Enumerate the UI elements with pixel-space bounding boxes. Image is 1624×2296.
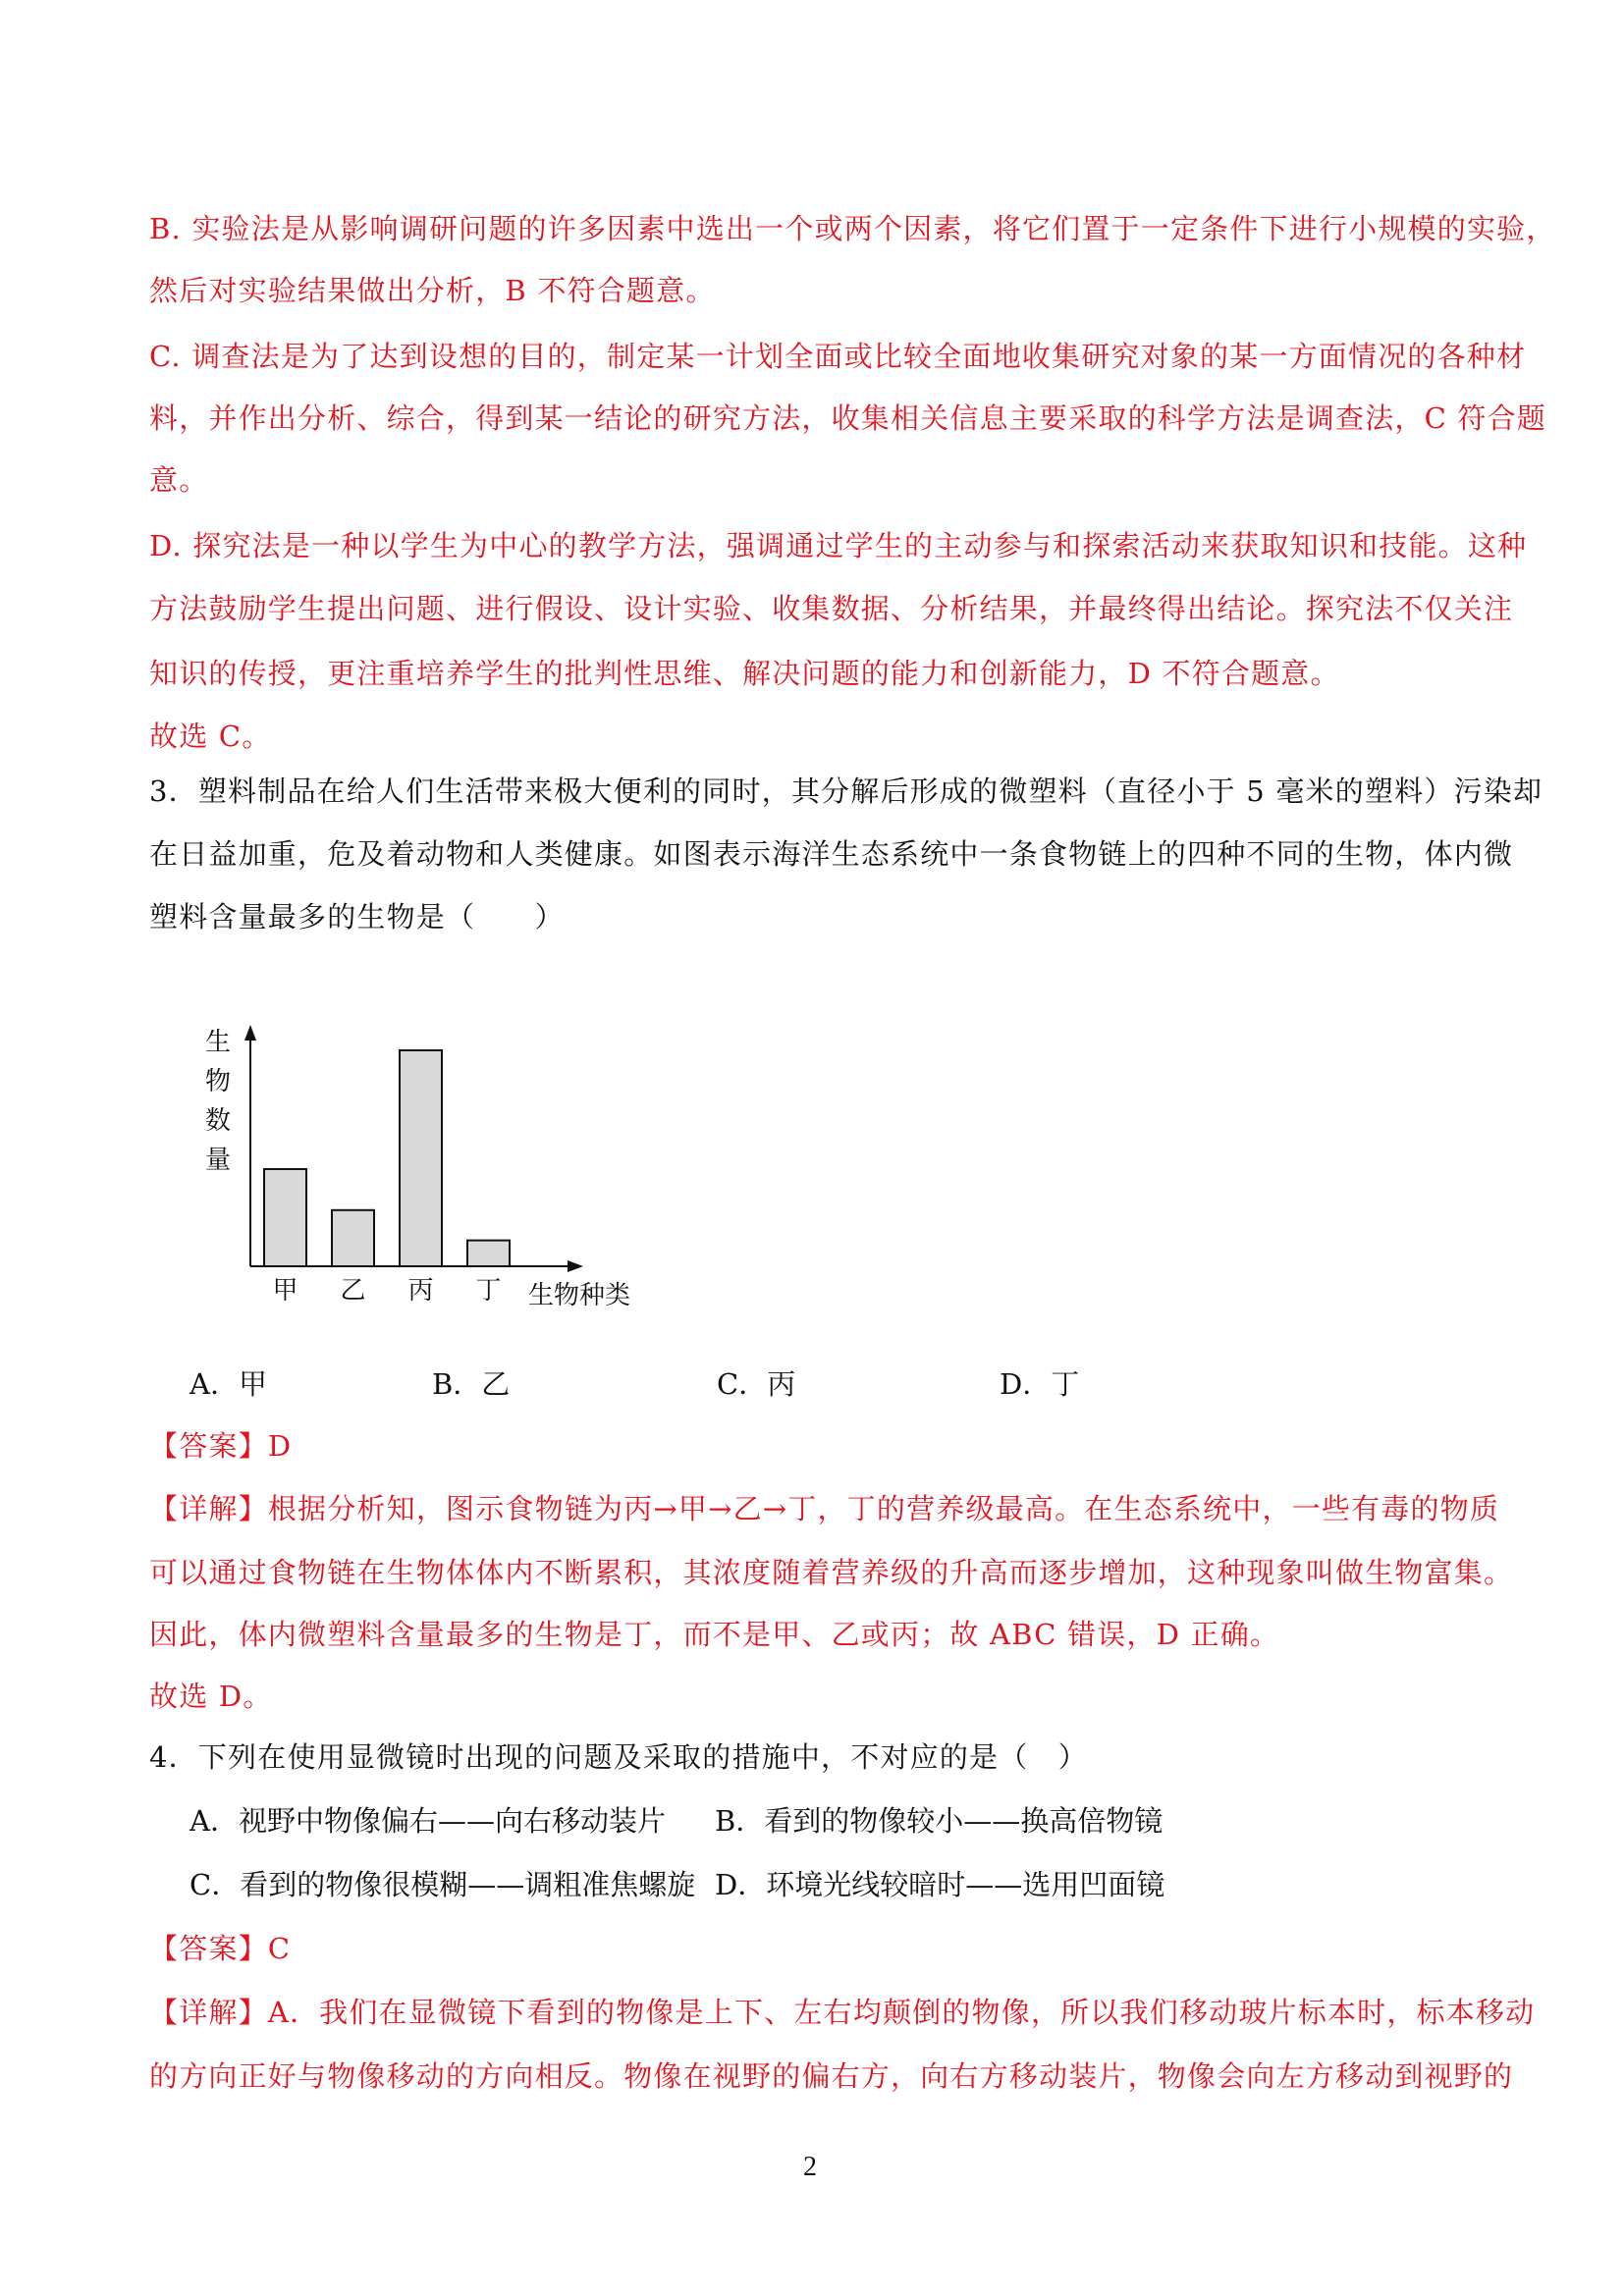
question3-detail-line1: [149, 1489, 1499, 1528]
explanation-option-b-line1: B. 实验法是从影响调研问题的许多因素中选出一个或两个因素，将它们置于一定条件下进行小规模的实验，: [149, 212, 1556, 245]
bar-乙: [332, 1210, 374, 1266]
question4-option-c: C．看到的物像很模糊——调粗准焦螺旋: [189, 1868, 696, 1901]
question3-stem-line2: 在日益加重，危及着动物和人类健康。如图表示海洋生态系统中一条食物链上的四种不同的生物，体内微: [149, 837, 1514, 871]
x-axis-arrow-icon: [568, 1260, 583, 1272]
bar-chart: [187, 1011, 677, 1335]
explanation-option-c-line3: 意。: [149, 463, 209, 497]
y-axis-label: [205, 1028, 231, 1175]
explanation-option-d-line2: 方法鼓励学生提出问题、进行假设、设计实验、收集数据、分析结果，并最终得出结论。探究法不仅关注: [149, 592, 1514, 625]
question4-option-b: B．看到的物像较小——换高倍物镜: [715, 1804, 1164, 1838]
explanation-option-d-line3: 知识的传授，更注重培养学生的批判性思维、解决问题的能力和创新能力，D 不符合题意。: [149, 657, 1340, 690]
question3-detail-line3: 因此，体内微塑料含量最多的生物是丁，而不是甲、乙或丙；故 ABC 错误，D 正确。: [149, 1618, 1280, 1651]
explanation-option-c-line2: 料，并作出分析、综合，得到某一结论的研究方法，收集相关信息主要采取的科学方法是调查法，C 符合题: [149, 401, 1547, 435]
page-number: 2: [803, 2152, 817, 2182]
answer-label: 【答案】: [149, 1429, 268, 1463]
x-tick-label: 甲: [272, 1276, 298, 1306]
question4-detail-line2: 的方向正好与物像移动的方向相反。物像在视野的偏右方，向右方移动装片，物像会向左方移动到视野的: [149, 2059, 1514, 2093]
y-axis-arrow-icon: [244, 1025, 256, 1041]
question4-answer: [149, 1929, 291, 1968]
x-tick-label: 丁: [475, 1276, 502, 1306]
question3-option-c: C．丙: [717, 1367, 796, 1401]
x-axis-label: 生物种类: [528, 1281, 631, 1310]
question4-option-d: D．环境光线较暗时——选用凹面镜: [715, 1868, 1165, 1901]
question3-stem-line3: 塑料含量最多的生物是（ ）: [149, 900, 565, 934]
x-tick-label: 乙: [340, 1276, 366, 1306]
detail-text: A．我们在显微镜下看到的物像是上下、左右均颠倒的物像，所以我们移动玻片标本时，标本移动: [267, 1996, 1536, 2029]
bar-甲: [264, 1169, 306, 1266]
y-axis-label-char: 数: [204, 1106, 232, 1136]
detail-label: 【详解】: [149, 1996, 268, 2029]
x-tick-label: 丙: [407, 1276, 434, 1306]
question3-conclusion: 故选 D。: [149, 1680, 273, 1713]
prev-conclusion: 故选 C。: [149, 720, 272, 753]
detail-text: 根据分析知，图示食物链为丙→甲→乙→丁，丁的营养级最高。在生态系统中，一些有毒的物质: [267, 1492, 1500, 1525]
bar-丁: [467, 1241, 510, 1266]
question3-option-d: D．丁: [1000, 1367, 1080, 1401]
y-axis-label-char: 量: [204, 1146, 232, 1175]
explanation-option-b-line2: 然后对实验结果做出分析，B 不符合题意。: [149, 274, 716, 307]
detail-label: 【详解】: [149, 1492, 268, 1525]
answer-value: D: [267, 1429, 293, 1463]
question3-detail-line2: 可以通过食物链在生物体体内不断累积，其浓度随着营养级的升高而逐步增加，这种现象叫做生物富集。: [149, 1556, 1514, 1589]
question3-option-b: B．乙: [432, 1367, 511, 1401]
question4-option-a: A．视野中物像偏右——向右移动装片: [189, 1804, 666, 1838]
y-axis-label-char: 生: [204, 1028, 232, 1057]
explanation-option-d-line1: D. 探究法是一种以学生为中心的教学方法，强调通过学生的主动参与和探索活动来获取知识和技能。这种: [149, 529, 1528, 562]
question3-answer: [149, 1426, 292, 1466]
question3-stem-line1: 3．塑料制品在给人们生活带来极大便利的同时，其分解后形成的微塑料（直径小于 5 毫米的塑料）污染却: [149, 774, 1543, 808]
question3-option-a: A．甲: [189, 1367, 267, 1401]
answer-label: 【答案】: [149, 1932, 268, 1965]
answer-value: C: [267, 1932, 292, 1965]
explanation-option-c-line1: C. 调查法是为了达到设想的目的，制定某一计划全面或比较全面地收集研究对象的某一方面情况的各种材: [149, 340, 1527, 373]
y-axis-label-char: 物: [204, 1067, 232, 1096]
question4-stem: 4．下列在使用显微镜时出现的问题及采取的措施中，不对应的是（ ）: [149, 1740, 1088, 1774]
bar-丙: [400, 1050, 442, 1266]
question4-detail-line1: [149, 1993, 1535, 2032]
